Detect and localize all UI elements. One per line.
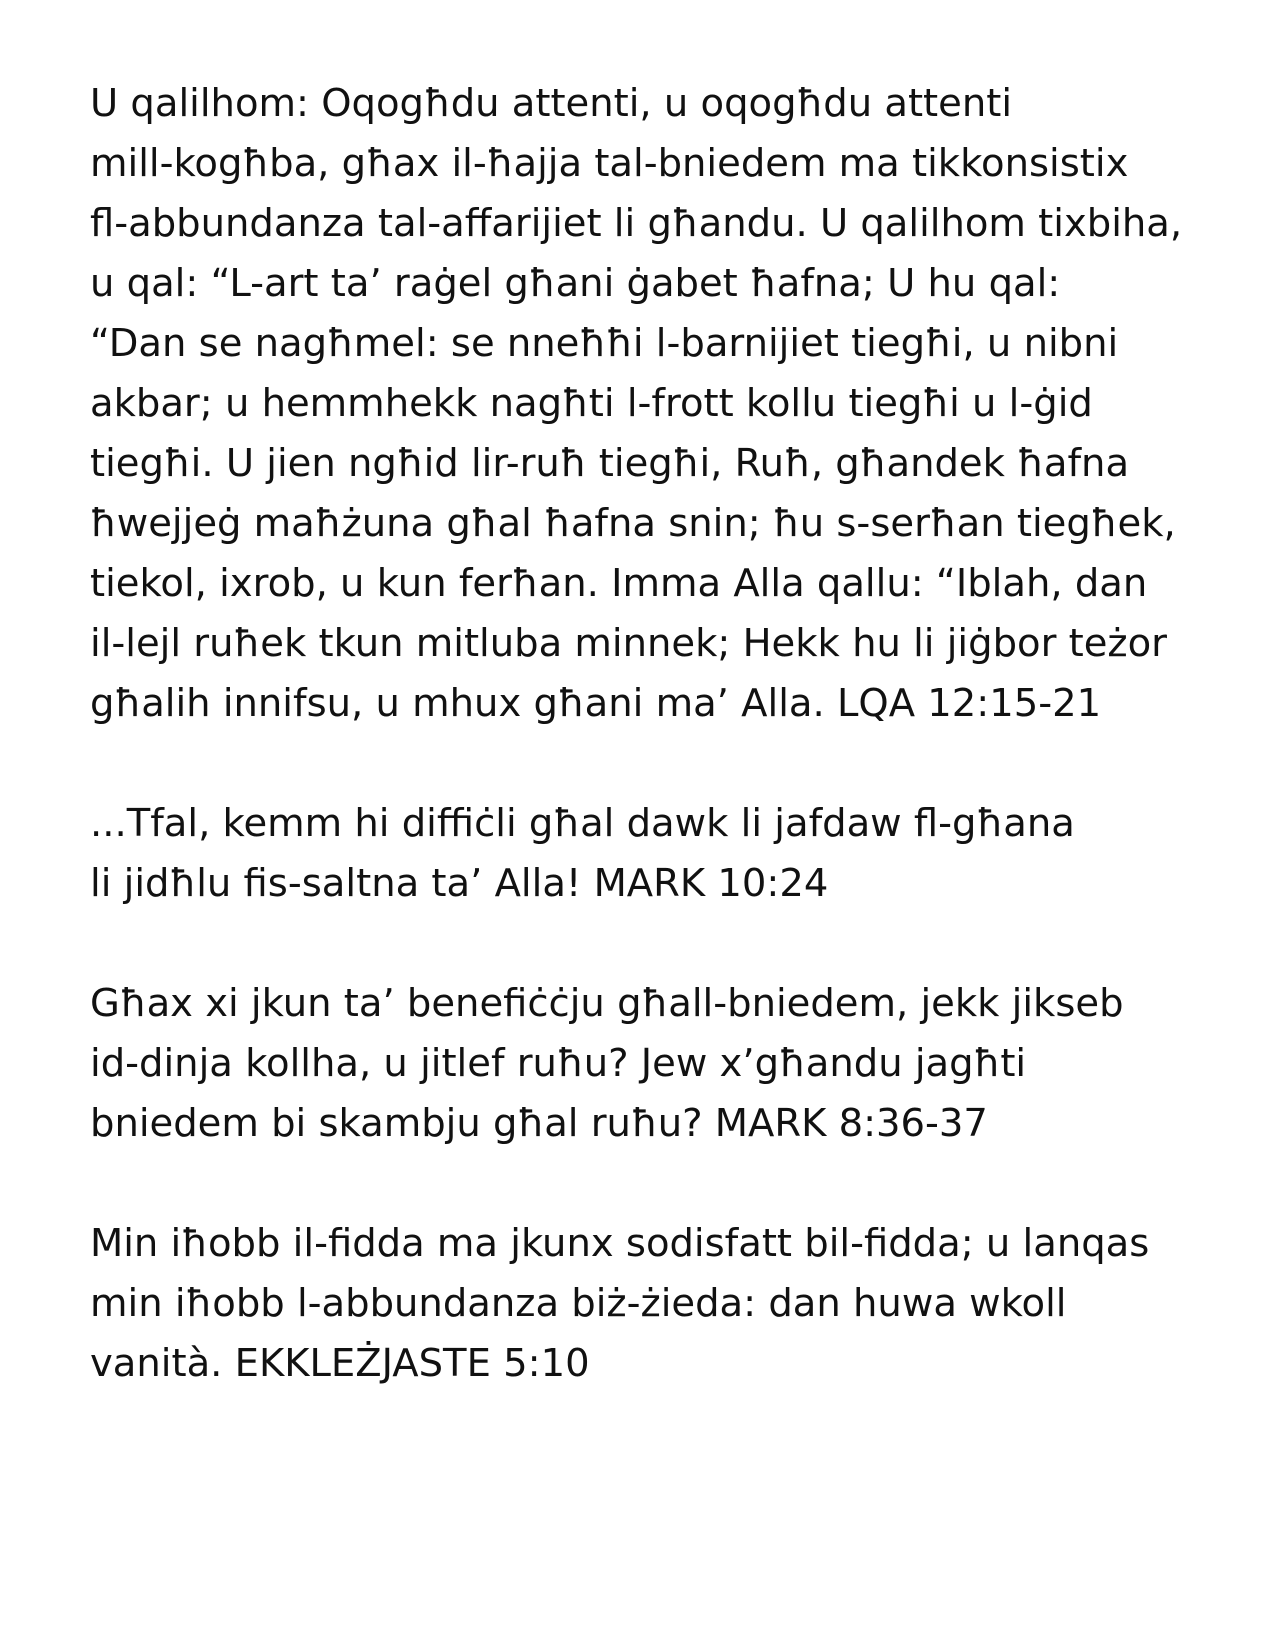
text-line: u qal: “L-art ta’ raġel għani ġabet ħafna; U hu qal: [90,261,1061,306]
text-line: tiekol, ixrob, u kun ferħan. Imma Alla qallu: “Iblah, dan [90,561,1148,606]
text-line: mill-kogħba, għax il-ħajja tal-bniedem ma tikkonsistix [90,141,1129,186]
paragraph-luke-12 [90,74,1220,734]
text-line: ħwejjeġ maħżuna għal ħafna snin; ħu s-serħan tiegħek, [90,501,1176,546]
text-line: vanità. EKKLEŻJASTE 5:10 [90,1341,590,1386]
paragraph-mark-8 [90,974,1220,1154]
text-line: Min iħobb il-fidda ma jkunx sodisfatt bil-fidda; u lanqas [90,1221,1150,1266]
text-line: akbar; u hemmhekk nagħti l-frott kollu tiegħi u l-ġid [90,381,1093,426]
text-line: li jidħlu fis-saltna ta’ Alla! MARK 10:24 [90,861,829,906]
text-line: fl-abbundanza tal-affarijiet li għandu. U qalilhom tixbiha, [90,201,1183,246]
paragraph-mark-10 [90,794,1220,914]
text-line: id-dinja kollha, u jitlef ruħu? Jew x’għandu jagħti [90,1041,1027,1086]
text-line: “Dan se nagħmel: se nneħħi l-barnijiet tiegħi, u nibni [90,321,1119,366]
text-line: għalih innifsu, u mhux għani ma’ Alla. LQA 12:15-21 [90,681,1102,726]
text-line: bniedem bi skambju għal ruħu? MARK 8:36-37 [90,1101,988,1146]
text-line: U qalilhom: Oqogħdu attenti, u oqogħdu attenti [90,81,1013,126]
text-line: il-lejl ruħek tkun mitluba minnek; Hekk hu li jiġbor teżor [90,621,1168,666]
text-line: Għax xi jkun ta’ benefiċċju għall-bniedem, jekk jikseb [90,981,1124,1026]
text-line: ...Tfal, kemm hi diffiċli għal dawk li jafdaw fl-għana [90,801,1075,846]
text-line: min iħobb l-abbundanza biż-żieda: dan huwa wkoll [90,1281,1067,1326]
paragraph-ecclesiastes-5 [90,1214,1220,1394]
document-page [90,74,1220,1454]
text-line: tiegħi. U jien ngħid lir-ruħ tiegħi, Ruħ, għandek ħafna [90,441,1130,486]
